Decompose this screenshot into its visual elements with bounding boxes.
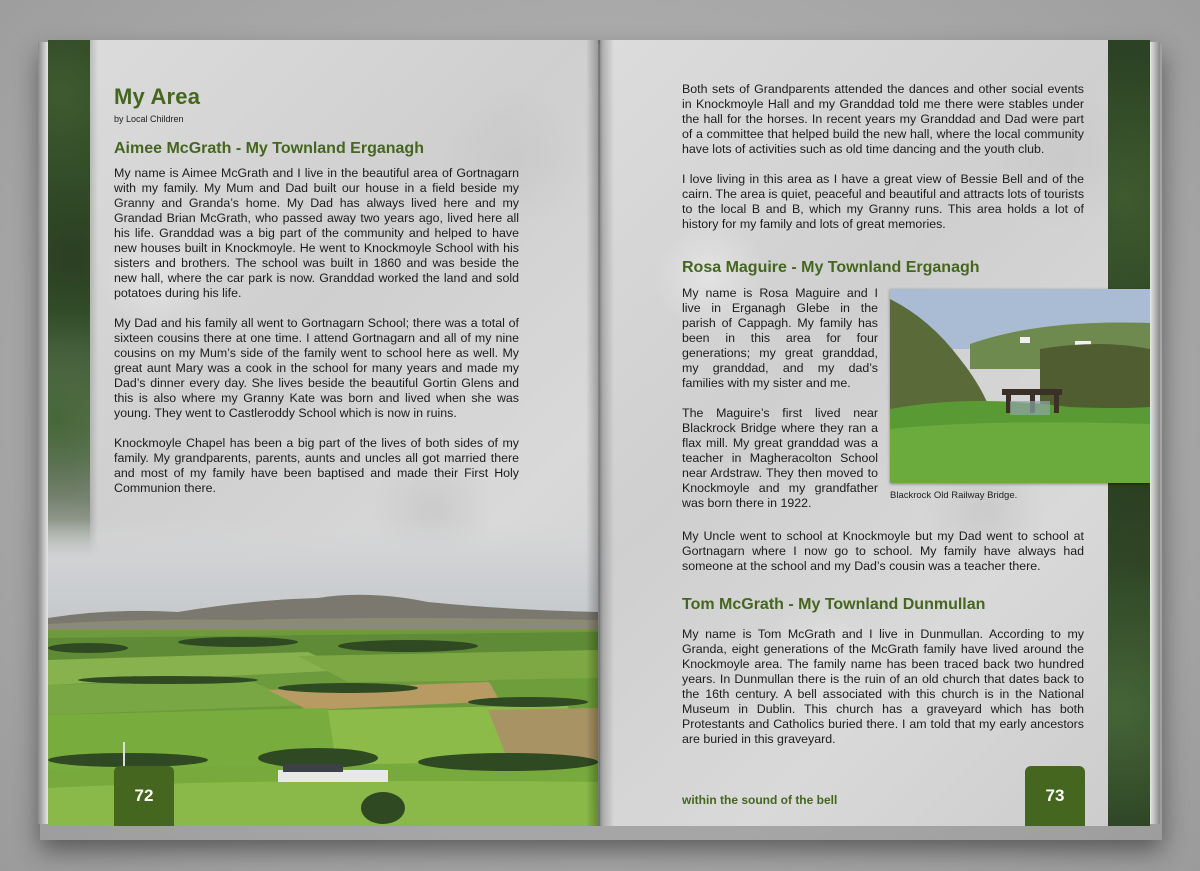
- paragraph: I love living in this area as I have a great view of Bessie Bell and of the cairn. The area is quiet, peaceful and beautiful and attracts lots of tourists to the local B and B, which my Granny runs. This area holds a lot of history for my family and lots of great memories.: [682, 172, 1085, 231]
- page-title: My Area: [114, 84, 201, 109]
- rosa-continuation: [682, 529, 1084, 589]
- paragraph: My name is Tom McGrath and I live in Dunmullan. According to my Granda, eight generations of the McGrath family have lived around the Knockmoyle area. The family name has been traced back two hundred years. In Dunmullan there is the ruin of an old church that dates back to the 16th century. A bell associated with this church is in the National Museum in Dublin. This church has a graveyard which has both Protestants and Catholics buried there. I am told that my early ancestors are buried in this graveyard.: [682, 627, 1084, 746]
- intro-body: [682, 82, 1084, 247]
- right-page-edge: [1150, 42, 1160, 824]
- page-number-left: 72: [114, 766, 174, 826]
- foliage-shadow: [90, 40, 98, 560]
- paragraph: My name is Aimee McGrath and I live in the beautiful area of Gortnagarn with my family. My Mum and Dad built our house in a field beside my Granny and Granda’s home. My Dad has always lived here and my Grandad Brian McGrath, who passed away two years ago, lived here all his life. Granddad was a big part of the community and helped to have new houses built in Knockmoyle. He went to Knockmoyle School with his sisters and brothers. The school was built in 1860 and was beside the new hall, where the car park is now. Granddad worked the land and sold potatoes during his life.: [114, 166, 519, 300]
- paragraph: My Uncle went to school at Knockmoyle but my Dad went to school at Gortnagarn where I now go to school. My family have always had someone at the school and my Dad’s cousin was a teacher there.: [682, 529, 1084, 573]
- footer-tagline: within the sound of the bell: [682, 793, 838, 807]
- bridge-photo: [890, 289, 1150, 483]
- paragraph: Both sets of Grandparents attended the dances and other social events in Knockmoyle Hall and my Granddad told me there were stables under the hall for the horses. In recent years my Granddad and Dad were part of a committee that helped build the new hall, where the local community have lots of activities such as old time dancing and the youth club.: [682, 82, 1084, 156]
- left-foliage-strip: [48, 40, 90, 580]
- rosa-side-text: [682, 286, 878, 526]
- paragraph: My name is Rosa Maguire and I live in Erganagh Glebe in the parish of Cappagh. My family has been in this area for four generations; my great granddad, my granddad, and my dad’s families with my sister and me.: [682, 286, 878, 390]
- paragraph: The Maguire’s first lived near Blackrock Bridge where they ran a flax mill. My great granddad was a teacher in Magheracolton School near Ardstraw. They then moved to Knockmoyle and my grandfather was born there in 1922.: [682, 406, 878, 510]
- aimee-body: [114, 166, 519, 511]
- tom-body: [682, 627, 1084, 762]
- left-page-edge: [38, 42, 48, 824]
- section-heading-tom: Tom McGrath - My Townland Dunmullan: [682, 596, 986, 613]
- page-number-right: 73: [1025, 766, 1085, 826]
- paragraph: Knockmoyle Chapel has been a big part of the lives of both sides of my family. My grandparents, parents, aunts and uncles all got married there and most of my family have been baptised and made their First Holy Communion there.: [114, 436, 519, 495]
- section-heading-rosa: Rosa Maguire - My Townland Erganagh: [682, 259, 980, 276]
- byline: by Local Children: [114, 114, 184, 124]
- left-page: [48, 40, 598, 826]
- photo-caption: Blackrock Old Railway Bridge.: [890, 490, 1018, 501]
- section-heading-aimee: Aimee McGrath - My Townland Erganagh: [114, 140, 424, 157]
- paragraph: My Dad and his family all went to Gortnagarn School; there was a total of sixteen cousins there at one time. I attend Gortnagarn and all of my nine cousins on my Mum’s side of the family went to school here as well. My great aunt Mary was a cook in the school for many years and made my Dad’s dinner every day. She lives beside the beautiful Gortin Glens and this is also where my Granny Kate was born and lived when she was young. They went to Castleroddy School which is now in ruins.: [114, 316, 519, 420]
- right-page: [600, 40, 1150, 826]
